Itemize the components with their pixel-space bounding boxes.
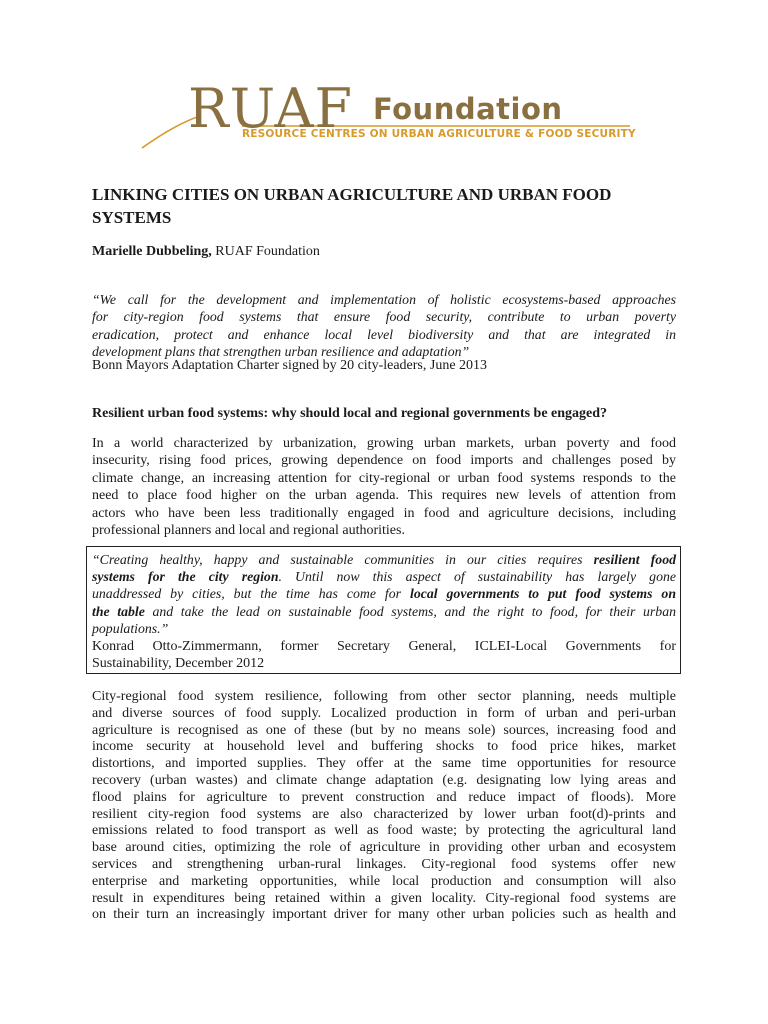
paragraph-line: flood plains for agriculture to prevent construction and reduce impact of floods). More bbox=[92, 789, 676, 805]
quote-text: “Creating healthy, happy and sustainable communities in our cities requires bbox=[92, 552, 594, 567]
document-title bbox=[92, 183, 692, 229]
boxed-quote-line bbox=[92, 568, 676, 585]
paragraph-line: climate change, an increasing attention for city-regional or urban food systems responds to the bbox=[92, 470, 676, 486]
paragraph-line: insecurity, rising food prices, growing dependence on food imports and challenges posed by bbox=[92, 453, 676, 469]
logo-mark: RUAF bbox=[188, 77, 353, 140]
title-line: SYSTEMS bbox=[92, 208, 172, 227]
boxed-quote-source bbox=[92, 638, 676, 673]
quote-text: . Until now this aspect of sustainability has largely gone bbox=[278, 569, 676, 585]
boxed-quote bbox=[92, 551, 676, 637]
paragraph-line: In a world characterized by urbanization, growing urban markets, urban poverty and food bbox=[92, 436, 676, 451]
paragraph-line: agriculture is recognised as one of these (but by no means sole) sources, increasing food and bbox=[92, 722, 676, 738]
quote-emphasis: local governments to put food systems on bbox=[409, 586, 676, 602]
title-line: LINKING CITIES ON URBAN AGRICULTURE AND URBAN FOOD bbox=[92, 185, 612, 204]
paragraph-line: base around cities, optimizing the role of agriculture in providing other urban and ecosystem bbox=[92, 840, 676, 856]
author-name: Marielle Dubbeling, bbox=[92, 244, 212, 259]
boxed-quote-line bbox=[92, 585, 676, 602]
source-line: Konrad Otto-Zimmermann, former Secretary General, ICLEI-Local Governments for bbox=[92, 639, 676, 654]
paragraph-line: resilient city-region food systems are also characterized by lower urban foot(d)-prints and bbox=[92, 806, 676, 822]
quote-line: for city-region food systems that ensure food security, contribute to urban poverty bbox=[92, 309, 676, 325]
boxed-quote-line: populations.” bbox=[92, 620, 169, 636]
quote-line: development plans that strengthen urban resilience and adaptation” bbox=[92, 344, 470, 360]
quote-emphasis: resilient food bbox=[593, 552, 676, 567]
source-line: Sustainability, December 2012 bbox=[92, 656, 265, 672]
boxed-quote-line bbox=[92, 551, 676, 568]
logo-subtitle: RESOURCE CENTRES ON URBAN AGRICULTURE & FOOD SECURITY bbox=[242, 128, 636, 140]
paragraph-line: need to place food higher on the urban agenda. This requires new levels of attention from bbox=[92, 488, 676, 504]
body-paragraph bbox=[92, 689, 676, 924]
paragraph-line: result in expenditures being retained within a given locality. City-regional food systems are bbox=[92, 890, 676, 906]
quote-emphasis: systems for the city region bbox=[92, 569, 279, 585]
body-paragraph bbox=[92, 435, 676, 539]
boxed-quote-line bbox=[92, 603, 676, 620]
paragraph-line: recovery (urban wastes) and climate change adaptation (e.g. designating low lying areas and bbox=[92, 772, 676, 788]
quote-emphasis: the table bbox=[92, 603, 145, 619]
paragraph-line: actors who have been less traditionally engaged in food and agriculture decisions, including bbox=[92, 505, 676, 521]
paragraph-line: and diverse sources of food supply. Localized production in form of urban and peri-urban bbox=[92, 705, 676, 721]
author-affiliation: RUAF Foundation bbox=[211, 244, 320, 259]
paragraph-line: services and strengthening urban-rural linkages. City-regional food systems offer new bbox=[92, 856, 676, 872]
logo-wordmark: Foundation bbox=[373, 92, 563, 126]
quote-text: unaddressed by cities, but the time has come for bbox=[92, 586, 410, 602]
author-line bbox=[92, 243, 320, 261]
quote-line: eradication, protect and enhance local level biodiversity and that are integrated in bbox=[92, 326, 676, 342]
section-heading: Resilient urban food systems: why should local and regional governments be engaged? bbox=[92, 406, 608, 421]
paragraph-line: emissions related to food transport as well as food waste; by protecting the agricultural land bbox=[92, 823, 676, 839]
paragraph-line: enterprise and marketing opportunities, while local production and consumption will also bbox=[92, 873, 676, 889]
paragraph-line: distortions, and imported supplies. They offer at the same time opportunities for resource bbox=[92, 756, 676, 772]
paragraph-line: professional planners and local and regional authorities. bbox=[92, 523, 405, 539]
paragraph-line: on their turn an increasingly important driver for many other urban policies such as health and bbox=[92, 907, 676, 923]
paragraph-line: City-regional food system resilience, following from other sector planning, needs multiple bbox=[92, 689, 676, 704]
ruaf-logo bbox=[140, 77, 636, 162]
quote-text: and take the lead on sustainable food systems, and the right to food, for their urban bbox=[144, 603, 677, 619]
paragraph-line: income security at household level and buffering shocks to food price hikes, market bbox=[92, 739, 676, 755]
quote-line: “We call for the development and implementation of holistic ecosystems-based approaches bbox=[92, 292, 676, 307]
opening-quote bbox=[92, 291, 676, 361]
quote-source: Bonn Mayors Adaptation Charter signed by 20 city-leaders, June 2013 bbox=[92, 358, 488, 373]
